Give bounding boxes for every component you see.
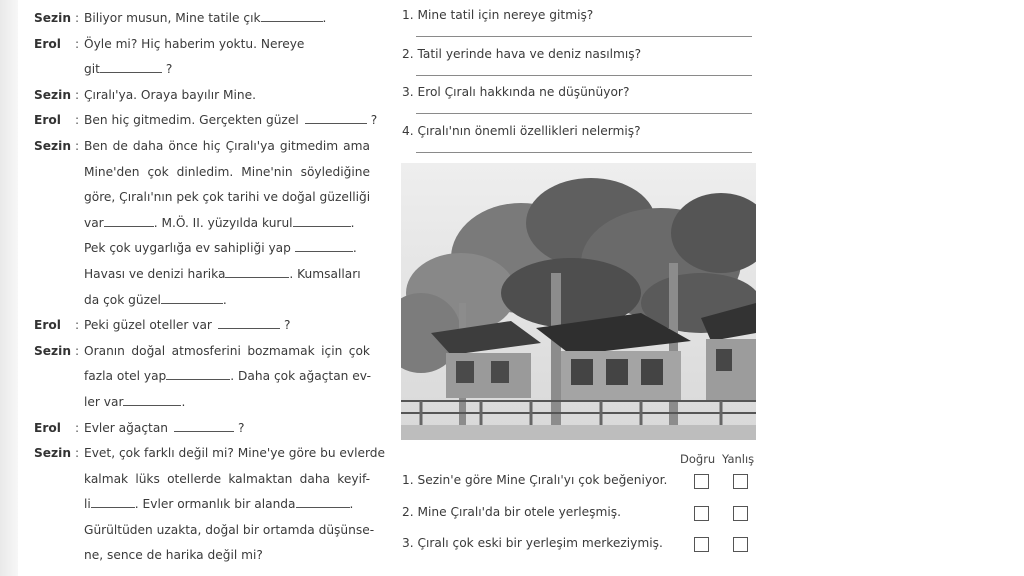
question-text: 4. Çıralı'nın önemli özellikleri nelermiş? <box>402 123 641 138</box>
fill-blank[interactable] <box>218 316 280 329</box>
dialogue-text: git <box>84 62 100 77</box>
speaker-colon: : <box>75 138 80 153</box>
fill-blank[interactable] <box>261 9 323 22</box>
dialogue-text: li <box>84 497 91 512</box>
answer-line[interactable] <box>416 75 752 76</box>
speaker-name: Sezin <box>34 343 71 358</box>
dialogue-line <box>34 441 386 467</box>
speaker-colon: : <box>75 420 80 435</box>
dialogue-line <box>34 467 370 493</box>
dialogue-text: . <box>181 394 186 409</box>
dialogue-line <box>34 185 370 211</box>
fill-blank[interactable] <box>305 111 367 124</box>
fill-blank[interactable] <box>123 393 181 406</box>
dialogue-line <box>34 339 370 365</box>
questions-section <box>402 6 752 160</box>
speaker-name: Erol <box>34 420 61 435</box>
fill-blank[interactable] <box>174 419 234 432</box>
answer-line[interactable] <box>416 36 752 37</box>
false-checkbox[interactable] <box>733 474 748 489</box>
dialogue-line <box>34 211 370 237</box>
tree-house-photo <box>401 163 756 440</box>
statement-text: 2. Mine Çıralı'da bir otele yerleşmiş. <box>402 505 622 519</box>
speaker-colon: : <box>75 113 80 128</box>
dialogue-text: Biliyor musun, Mine tatile çık <box>84 11 261 25</box>
dialogue-line <box>34 134 370 160</box>
speaker-colon: : <box>75 87 80 102</box>
fill-blank[interactable] <box>161 291 223 304</box>
question-text: 2. Tatil yerinde hava ve deniz nasılmış? <box>402 46 642 61</box>
page-left-edge <box>0 0 18 576</box>
question-item <box>402 122 752 161</box>
dialogue-line <box>34 108 378 134</box>
true-checkbox[interactable] <box>694 537 709 552</box>
dialogue-text: Peki güzel oteller var <box>84 318 212 333</box>
dialogue-text: var <box>84 215 104 230</box>
true-false-row <box>402 471 752 491</box>
question-item <box>402 45 752 84</box>
question-item <box>402 6 752 45</box>
dialogue-line <box>34 262 370 288</box>
dialogue-text: Çıralı'ya. Oraya bayılır Mine. <box>84 87 257 102</box>
dialogue-text: ler var <box>84 394 124 409</box>
dialogue-text: Evler ağaçtan <box>84 420 169 435</box>
speaker-colon: : <box>75 318 80 333</box>
dialogue-line <box>34 288 370 314</box>
speaker-name: Sezin <box>34 11 71 25</box>
dialogue-text: . <box>322 11 327 25</box>
dialogue-line <box>34 492 370 518</box>
dialogue-line <box>34 390 370 416</box>
answer-line[interactable] <box>416 152 752 153</box>
fill-blank[interactable] <box>166 367 230 380</box>
fill-blank[interactable] <box>91 495 135 508</box>
speaker-name: Erol <box>34 318 61 333</box>
dialogue-line <box>34 57 370 83</box>
dialogue-text: Havası ve denizi harika <box>84 266 226 281</box>
dialogue-text: ? <box>283 318 291 333</box>
dialogue-line <box>34 6 370 32</box>
dialogue-line <box>34 83 370 109</box>
dialogue-text: Mine'den çok dinledim. Mine'nin söylediğine <box>84 164 370 179</box>
speaker-colon: : <box>75 343 80 358</box>
speaker-colon: : <box>75 11 80 25</box>
true-checkbox[interactable] <box>694 474 709 489</box>
dialogue-text: Ben de daha önce hiç Çıralı'ya gitmedim ama <box>84 138 370 153</box>
dialogue-text: fazla otel yap <box>84 369 167 384</box>
statement-text: 3. Çıralı çok eski bir yerleşim merkeziymiş. <box>402 536 663 550</box>
fill-blank[interactable] <box>225 265 289 278</box>
dialogue-text: . <box>352 241 357 256</box>
fill-blank[interactable] <box>296 495 350 508</box>
dialogue-text: kalmak lüks otellerde kalmaktan daha keyif- <box>84 471 370 486</box>
dialogue-text: Ben hiç gitmedim. Gerçekten güzel <box>84 113 299 128</box>
speaker-name: Sezin <box>34 87 71 102</box>
page-right-blank <box>772 0 1024 576</box>
dialogue-text: Gürültüden uzakta, doğal bir ortamda düşünse- <box>84 522 375 537</box>
question-text: 1. Mine tatil için nereye gitmiş? <box>402 8 594 22</box>
dialogue-text: . <box>350 215 355 230</box>
answer-line[interactable] <box>416 113 752 114</box>
dialogue-text: ? <box>165 62 173 77</box>
true-column-header: Doğru <box>680 452 716 466</box>
dialogue-text: ne, sence de harika değil mi? <box>84 548 263 563</box>
fill-blank[interactable] <box>295 239 353 252</box>
dialogue-line <box>34 160 370 186</box>
dialogue-text: . Kumsalları <box>289 266 361 281</box>
speaker-name: Erol <box>34 113 61 128</box>
fill-blank[interactable] <box>104 214 154 227</box>
question-text: 3. Erol Çıralı hakkında ne düşünüyor? <box>402 85 630 99</box>
dialogue-line <box>34 32 370 58</box>
dialogue-line <box>34 364 370 390</box>
dialogue-text: . Daha çok ağaçtan ev- <box>230 369 372 384</box>
fill-blank[interactable] <box>293 214 351 227</box>
false-checkbox[interactable] <box>733 506 748 521</box>
dialogue-line <box>34 518 375 544</box>
dialogue-text: göre, Çıralı'nın pek çok tarihi ve doğal güzelliği <box>84 190 371 205</box>
true-false-row <box>402 503 752 523</box>
false-checkbox[interactable] <box>733 537 748 552</box>
dialogue-text: . <box>222 292 227 307</box>
dialogue-text: . Evler ormanlık bir alanda <box>134 497 296 512</box>
dialogue-text: Evet, çok farklı değil mi? Mine'ye göre bu evlerde <box>84 446 386 461</box>
dialogue-text: Pek çok uygarlığa ev sahipliği yap <box>84 241 291 256</box>
speaker-colon: : <box>75 446 80 461</box>
dialogue-text: Oranın doğal atmosferini bozmamak için çok <box>84 343 370 358</box>
dialogue-text: ? <box>370 113 378 128</box>
speaker-colon: : <box>75 36 80 51</box>
dialogue-text: Öyle mi? Hiç haberim yoktu. Nereye <box>84 36 305 51</box>
dialogue-text: da çok güzel <box>84 292 161 307</box>
dialogue-column <box>34 6 386 569</box>
fill-blank[interactable] <box>100 60 162 73</box>
dialogue-text: . <box>349 497 354 512</box>
speaker-name: Sezin <box>34 446 71 461</box>
dialogue-line <box>34 313 370 339</box>
false-column-header: Yanlış <box>722 452 755 466</box>
statement-text: 1. Sezin'e göre Mine Çıralı'yı çok beğeniyor. <box>402 473 668 487</box>
dialogue-line <box>34 543 370 569</box>
dialogue-line <box>34 416 370 442</box>
speaker-name: Erol <box>34 36 61 51</box>
dialogue-text: . M.Ö. II. yüzyılda kurul <box>153 215 293 230</box>
dialogue-line <box>34 236 370 262</box>
dialogue-text: ? <box>238 420 245 435</box>
true-checkbox[interactable] <box>694 506 709 521</box>
speaker-name: Sezin <box>34 138 71 153</box>
question-item <box>402 83 752 122</box>
true-false-row <box>402 534 752 554</box>
